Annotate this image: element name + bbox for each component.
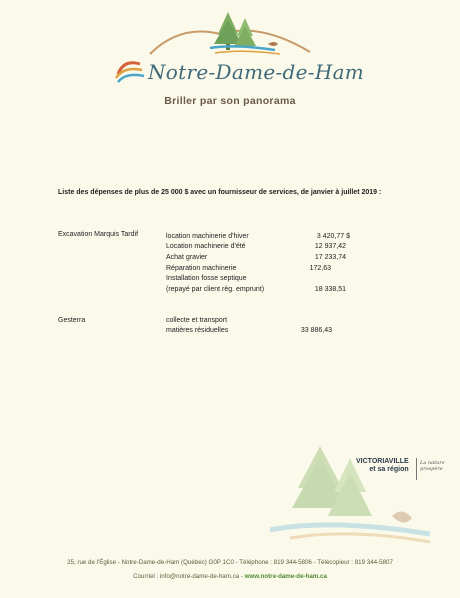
victoriaville-badge: [356, 458, 445, 474]
background-illustration: [270, 438, 430, 548]
expense-amount: 3 420,77 $: [316, 233, 350, 240]
footer-email: Courriel : info@notre-dame-de-ham.ca -: [133, 573, 245, 580]
supplier-name: Excavation Marquis Tardif: [58, 231, 139, 238]
expense-description: collecte et transport: [166, 317, 228, 324]
expense-amount: 33 886,43: [300, 327, 332, 334]
expense-amount: 12 937,42: [314, 243, 346, 250]
victoriaville-slogan: La nature prospère: [420, 460, 445, 472]
supplier-name: Gesterra: [58, 317, 86, 324]
expense-description: Installation fosse septique: [166, 275, 247, 282]
logo-graphic: [110, 4, 350, 99]
footer-address: 25, rue de l'Église - Notre-Dame-de-Ham (Québec) G0P 1C0 - Téléphone : 819 344-5806 - Télécopieur : 819 344-5807: [67, 559, 393, 566]
document-heading: Liste des dépenses de plus de 25 000 $ avec un fournisseur de services, de janvier à juillet 2019 :: [58, 189, 382, 196]
expense-description: Réparation machinerie: [166, 265, 237, 272]
expense-amount: 18 338,51: [314, 286, 346, 293]
logo-wordmark: Notre-Dame-de-Ham: [148, 60, 365, 84]
expense-amount: 17 233,74: [314, 254, 346, 261]
expense-description: location machinerie d'hiver: [166, 233, 249, 240]
victoriaville-region: et sa région: [369, 466, 409, 473]
victoriaville-name: VICTORIAVILLE: [356, 458, 409, 465]
expense-description: Achat gravier: [166, 254, 208, 261]
footer-contact: [0, 573, 460, 580]
expense-amount: 172,63: [309, 265, 331, 272]
badge-divider: [416, 458, 417, 480]
footer-website[interactable]: www.notre-dame-de-ham.ca: [244, 573, 327, 580]
tagline: Briller par son panorama: [164, 95, 296, 107]
expense-description: matières résiduelles: [166, 327, 229, 334]
expense-description: (repayé par client règ. emprunt): [166, 286, 265, 293]
expense-description: Location machinerie d'été: [166, 243, 246, 250]
